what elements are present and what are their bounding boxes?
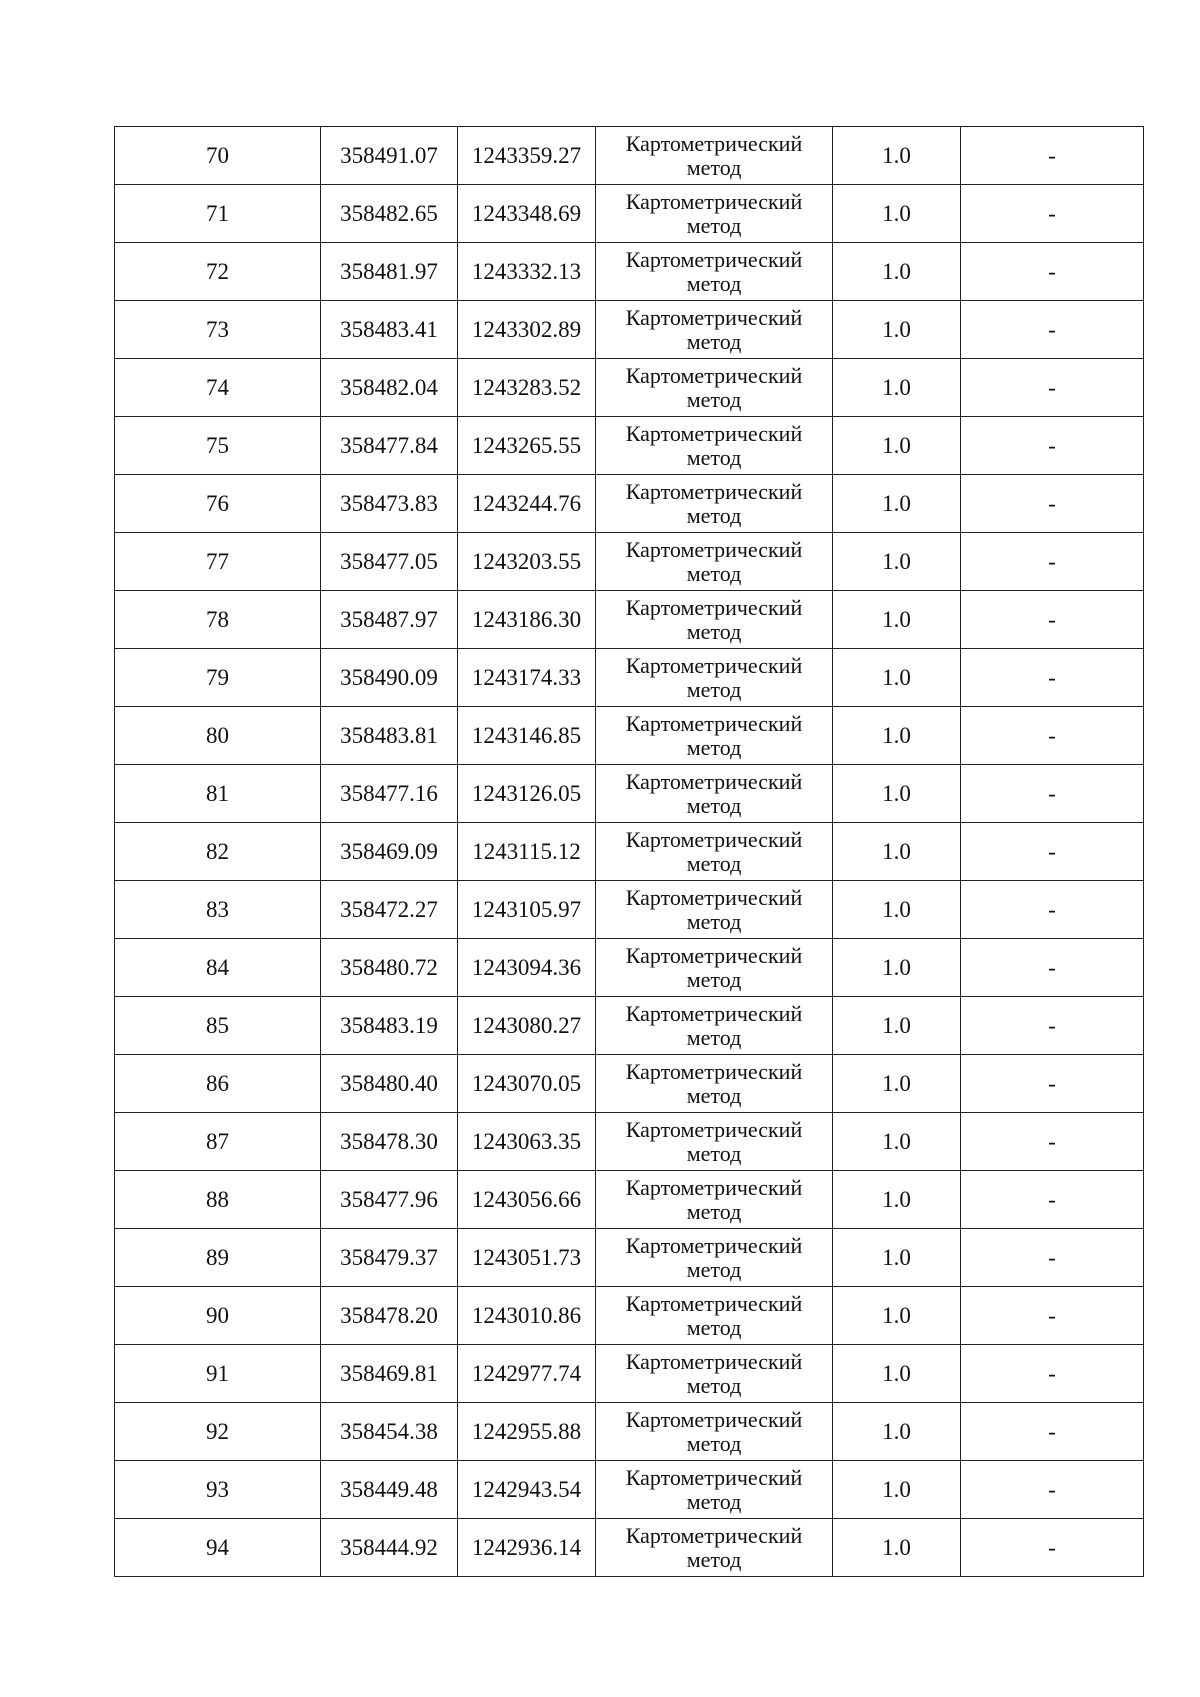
point-number-cell: 71 (115, 185, 321, 243)
method-cell: Картометрический метод (596, 707, 833, 765)
point-number-cell: 88 (115, 1171, 321, 1229)
x-coordinate-cell: 358490.09 (321, 649, 458, 707)
y-coordinate-cell: 1243010.86 (458, 1287, 596, 1345)
method-cell: Картометрический метод (596, 533, 833, 591)
point-number-cell: 73 (115, 301, 321, 359)
point-number-cell: 70 (115, 127, 321, 185)
description-cell: - (961, 417, 1144, 475)
y-coordinate-cell: 1243359.27 (458, 127, 596, 185)
description-cell: - (961, 533, 1144, 591)
table-row (115, 1113, 1144, 1171)
description-cell: - (961, 1171, 1144, 1229)
method-cell: Картометрический метод (596, 1113, 833, 1171)
table-row (115, 765, 1144, 823)
y-coordinate-cell: 1242977.74 (458, 1345, 596, 1403)
table-row (115, 301, 1144, 359)
y-coordinate-cell: 1243283.52 (458, 359, 596, 417)
y-coordinate-cell: 1243332.13 (458, 243, 596, 301)
precision-cell: 1.0 (833, 997, 961, 1055)
precision-cell: 1.0 (833, 359, 961, 417)
y-coordinate-cell: 1243056.66 (458, 1171, 596, 1229)
method-cell: Картометрический метод (596, 475, 833, 533)
precision-cell: 1.0 (833, 1403, 961, 1461)
description-cell: - (961, 591, 1144, 649)
method-cell: Картометрический метод (596, 1229, 833, 1287)
method-cell: Картометрический метод (596, 823, 833, 881)
x-coordinate-cell: 358469.09 (321, 823, 458, 881)
method-cell: Картометрический метод (596, 1287, 833, 1345)
x-coordinate-cell: 358473.83 (321, 475, 458, 533)
y-coordinate-cell: 1243348.69 (458, 185, 596, 243)
table-row (115, 533, 1144, 591)
precision-cell: 1.0 (833, 1113, 961, 1171)
description-cell: - (961, 1345, 1144, 1403)
table-row (115, 649, 1144, 707)
x-coordinate-cell: 358469.81 (321, 1345, 458, 1403)
y-coordinate-cell: 1242936.14 (458, 1519, 596, 1577)
x-coordinate-cell: 358472.27 (321, 881, 458, 939)
precision-cell: 1.0 (833, 881, 961, 939)
table-row (115, 359, 1144, 417)
x-coordinate-cell: 358477.84 (321, 417, 458, 475)
precision-cell: 1.0 (833, 939, 961, 997)
table-row (115, 127, 1144, 185)
description-cell: - (961, 185, 1144, 243)
table-row (115, 591, 1144, 649)
table-row (115, 1403, 1144, 1461)
method-cell: Картометрический метод (596, 997, 833, 1055)
description-cell: - (961, 1113, 1144, 1171)
method-cell: Картометрический метод (596, 765, 833, 823)
description-cell: - (961, 765, 1144, 823)
y-coordinate-cell: 1243174.33 (458, 649, 596, 707)
x-coordinate-cell: 358454.38 (321, 1403, 458, 1461)
x-coordinate-cell: 358480.40 (321, 1055, 458, 1113)
table-row (115, 1287, 1144, 1345)
table-row (115, 1345, 1144, 1403)
point-number-cell: 94 (115, 1519, 321, 1577)
y-coordinate-cell: 1243302.89 (458, 301, 596, 359)
precision-cell: 1.0 (833, 417, 961, 475)
x-coordinate-cell: 358491.07 (321, 127, 458, 185)
coordinates-table (114, 126, 1144, 1577)
precision-cell: 1.0 (833, 1287, 961, 1345)
description-cell: - (961, 1519, 1144, 1577)
table-row (115, 939, 1144, 997)
x-coordinate-cell: 358480.72 (321, 939, 458, 997)
point-number-cell: 77 (115, 533, 321, 591)
method-cell: Картометрический метод (596, 1461, 833, 1519)
precision-cell: 1.0 (833, 185, 961, 243)
table-row (115, 881, 1144, 939)
y-coordinate-cell: 1242955.88 (458, 1403, 596, 1461)
description-cell: - (961, 881, 1144, 939)
point-number-cell: 89 (115, 1229, 321, 1287)
x-coordinate-cell: 358477.96 (321, 1171, 458, 1229)
precision-cell: 1.0 (833, 823, 961, 881)
method-cell: Картометрический метод (596, 301, 833, 359)
method-cell: Картометрический метод (596, 417, 833, 475)
precision-cell: 1.0 (833, 765, 961, 823)
x-coordinate-cell: 358487.97 (321, 591, 458, 649)
y-coordinate-cell: 1243126.05 (458, 765, 596, 823)
method-cell: Картометрический метод (596, 1055, 833, 1113)
table-row (115, 185, 1144, 243)
description-cell: - (961, 649, 1144, 707)
table-row (115, 243, 1144, 301)
table-row (115, 417, 1144, 475)
description-cell: - (961, 1055, 1144, 1113)
method-cell: Картометрический метод (596, 359, 833, 417)
y-coordinate-cell: 1243186.30 (458, 591, 596, 649)
table-row (115, 1461, 1144, 1519)
point-number-cell: 78 (115, 591, 321, 649)
method-cell: Картометрический метод (596, 1345, 833, 1403)
table-row (115, 1519, 1144, 1577)
method-cell: Картометрический метод (596, 1403, 833, 1461)
method-cell: Картометрический метод (596, 127, 833, 185)
table-row (115, 1171, 1144, 1229)
x-coordinate-cell: 358477.05 (321, 533, 458, 591)
method-cell: Картометрический метод (596, 1519, 833, 1577)
point-number-cell: 90 (115, 1287, 321, 1345)
point-number-cell: 87 (115, 1113, 321, 1171)
table-row (115, 823, 1144, 881)
point-number-cell: 85 (115, 997, 321, 1055)
table-row (115, 1055, 1144, 1113)
x-coordinate-cell: 358478.20 (321, 1287, 458, 1345)
y-coordinate-cell: 1243265.55 (458, 417, 596, 475)
point-number-cell: 81 (115, 765, 321, 823)
x-coordinate-cell: 358444.92 (321, 1519, 458, 1577)
description-cell: - (961, 997, 1144, 1055)
description-cell: - (961, 1461, 1144, 1519)
x-coordinate-cell: 358479.37 (321, 1229, 458, 1287)
x-coordinate-cell: 358483.81 (321, 707, 458, 765)
y-coordinate-cell: 1243105.97 (458, 881, 596, 939)
description-cell: - (961, 823, 1144, 881)
x-coordinate-cell: 358483.41 (321, 301, 458, 359)
description-cell: - (961, 939, 1144, 997)
method-cell: Картометрический метод (596, 939, 833, 997)
point-number-cell: 72 (115, 243, 321, 301)
point-number-cell: 82 (115, 823, 321, 881)
y-coordinate-cell: 1243244.76 (458, 475, 596, 533)
y-coordinate-cell: 1243094.36 (458, 939, 596, 997)
precision-cell: 1.0 (833, 591, 961, 649)
description-cell: - (961, 475, 1144, 533)
description-cell: - (961, 1403, 1144, 1461)
precision-cell: 1.0 (833, 1461, 961, 1519)
description-cell: - (961, 127, 1144, 185)
x-coordinate-cell: 358481.97 (321, 243, 458, 301)
precision-cell: 1.0 (833, 1519, 961, 1577)
point-number-cell: 74 (115, 359, 321, 417)
y-coordinate-cell: 1243063.35 (458, 1113, 596, 1171)
precision-cell: 1.0 (833, 649, 961, 707)
y-coordinate-cell: 1243051.73 (458, 1229, 596, 1287)
description-cell: - (961, 359, 1144, 417)
coordinates-table-body (115, 127, 1144, 1577)
precision-cell: 1.0 (833, 533, 961, 591)
point-number-cell: 84 (115, 939, 321, 997)
y-coordinate-cell: 1242943.54 (458, 1461, 596, 1519)
method-cell: Картометрический метод (596, 185, 833, 243)
table-row (115, 1229, 1144, 1287)
precision-cell: 1.0 (833, 243, 961, 301)
method-cell: Картометрический метод (596, 243, 833, 301)
precision-cell: 1.0 (833, 1171, 961, 1229)
method-cell: Картометрический метод (596, 1171, 833, 1229)
table-row (115, 475, 1144, 533)
description-cell: - (961, 707, 1144, 765)
precision-cell: 1.0 (833, 127, 961, 185)
precision-cell: 1.0 (833, 1055, 961, 1113)
point-number-cell: 80 (115, 707, 321, 765)
x-coordinate-cell: 358482.65 (321, 185, 458, 243)
y-coordinate-cell: 1243115.12 (458, 823, 596, 881)
precision-cell: 1.0 (833, 301, 961, 359)
table-row (115, 707, 1144, 765)
precision-cell: 1.0 (833, 707, 961, 765)
y-coordinate-cell: 1243070.05 (458, 1055, 596, 1113)
description-cell: - (961, 1229, 1144, 1287)
point-number-cell: 92 (115, 1403, 321, 1461)
precision-cell: 1.0 (833, 1229, 961, 1287)
x-coordinate-cell: 358477.16 (321, 765, 458, 823)
description-cell: - (961, 243, 1144, 301)
y-coordinate-cell: 1243146.85 (458, 707, 596, 765)
point-number-cell: 91 (115, 1345, 321, 1403)
method-cell: Картометрический метод (596, 649, 833, 707)
point-number-cell: 79 (115, 649, 321, 707)
description-cell: - (961, 301, 1144, 359)
x-coordinate-cell: 358483.19 (321, 997, 458, 1055)
x-coordinate-cell: 358482.04 (321, 359, 458, 417)
method-cell: Картометрический метод (596, 881, 833, 939)
table-row (115, 997, 1144, 1055)
method-cell: Картометрический метод (596, 591, 833, 649)
x-coordinate-cell: 358449.48 (321, 1461, 458, 1519)
precision-cell: 1.0 (833, 475, 961, 533)
point-number-cell: 83 (115, 881, 321, 939)
point-number-cell: 93 (115, 1461, 321, 1519)
description-cell: - (961, 1287, 1144, 1345)
x-coordinate-cell: 358478.30 (321, 1113, 458, 1171)
y-coordinate-cell: 1243203.55 (458, 533, 596, 591)
y-coordinate-cell: 1243080.27 (458, 997, 596, 1055)
point-number-cell: 76 (115, 475, 321, 533)
precision-cell: 1.0 (833, 1345, 961, 1403)
point-number-cell: 75 (115, 417, 321, 475)
point-number-cell: 86 (115, 1055, 321, 1113)
